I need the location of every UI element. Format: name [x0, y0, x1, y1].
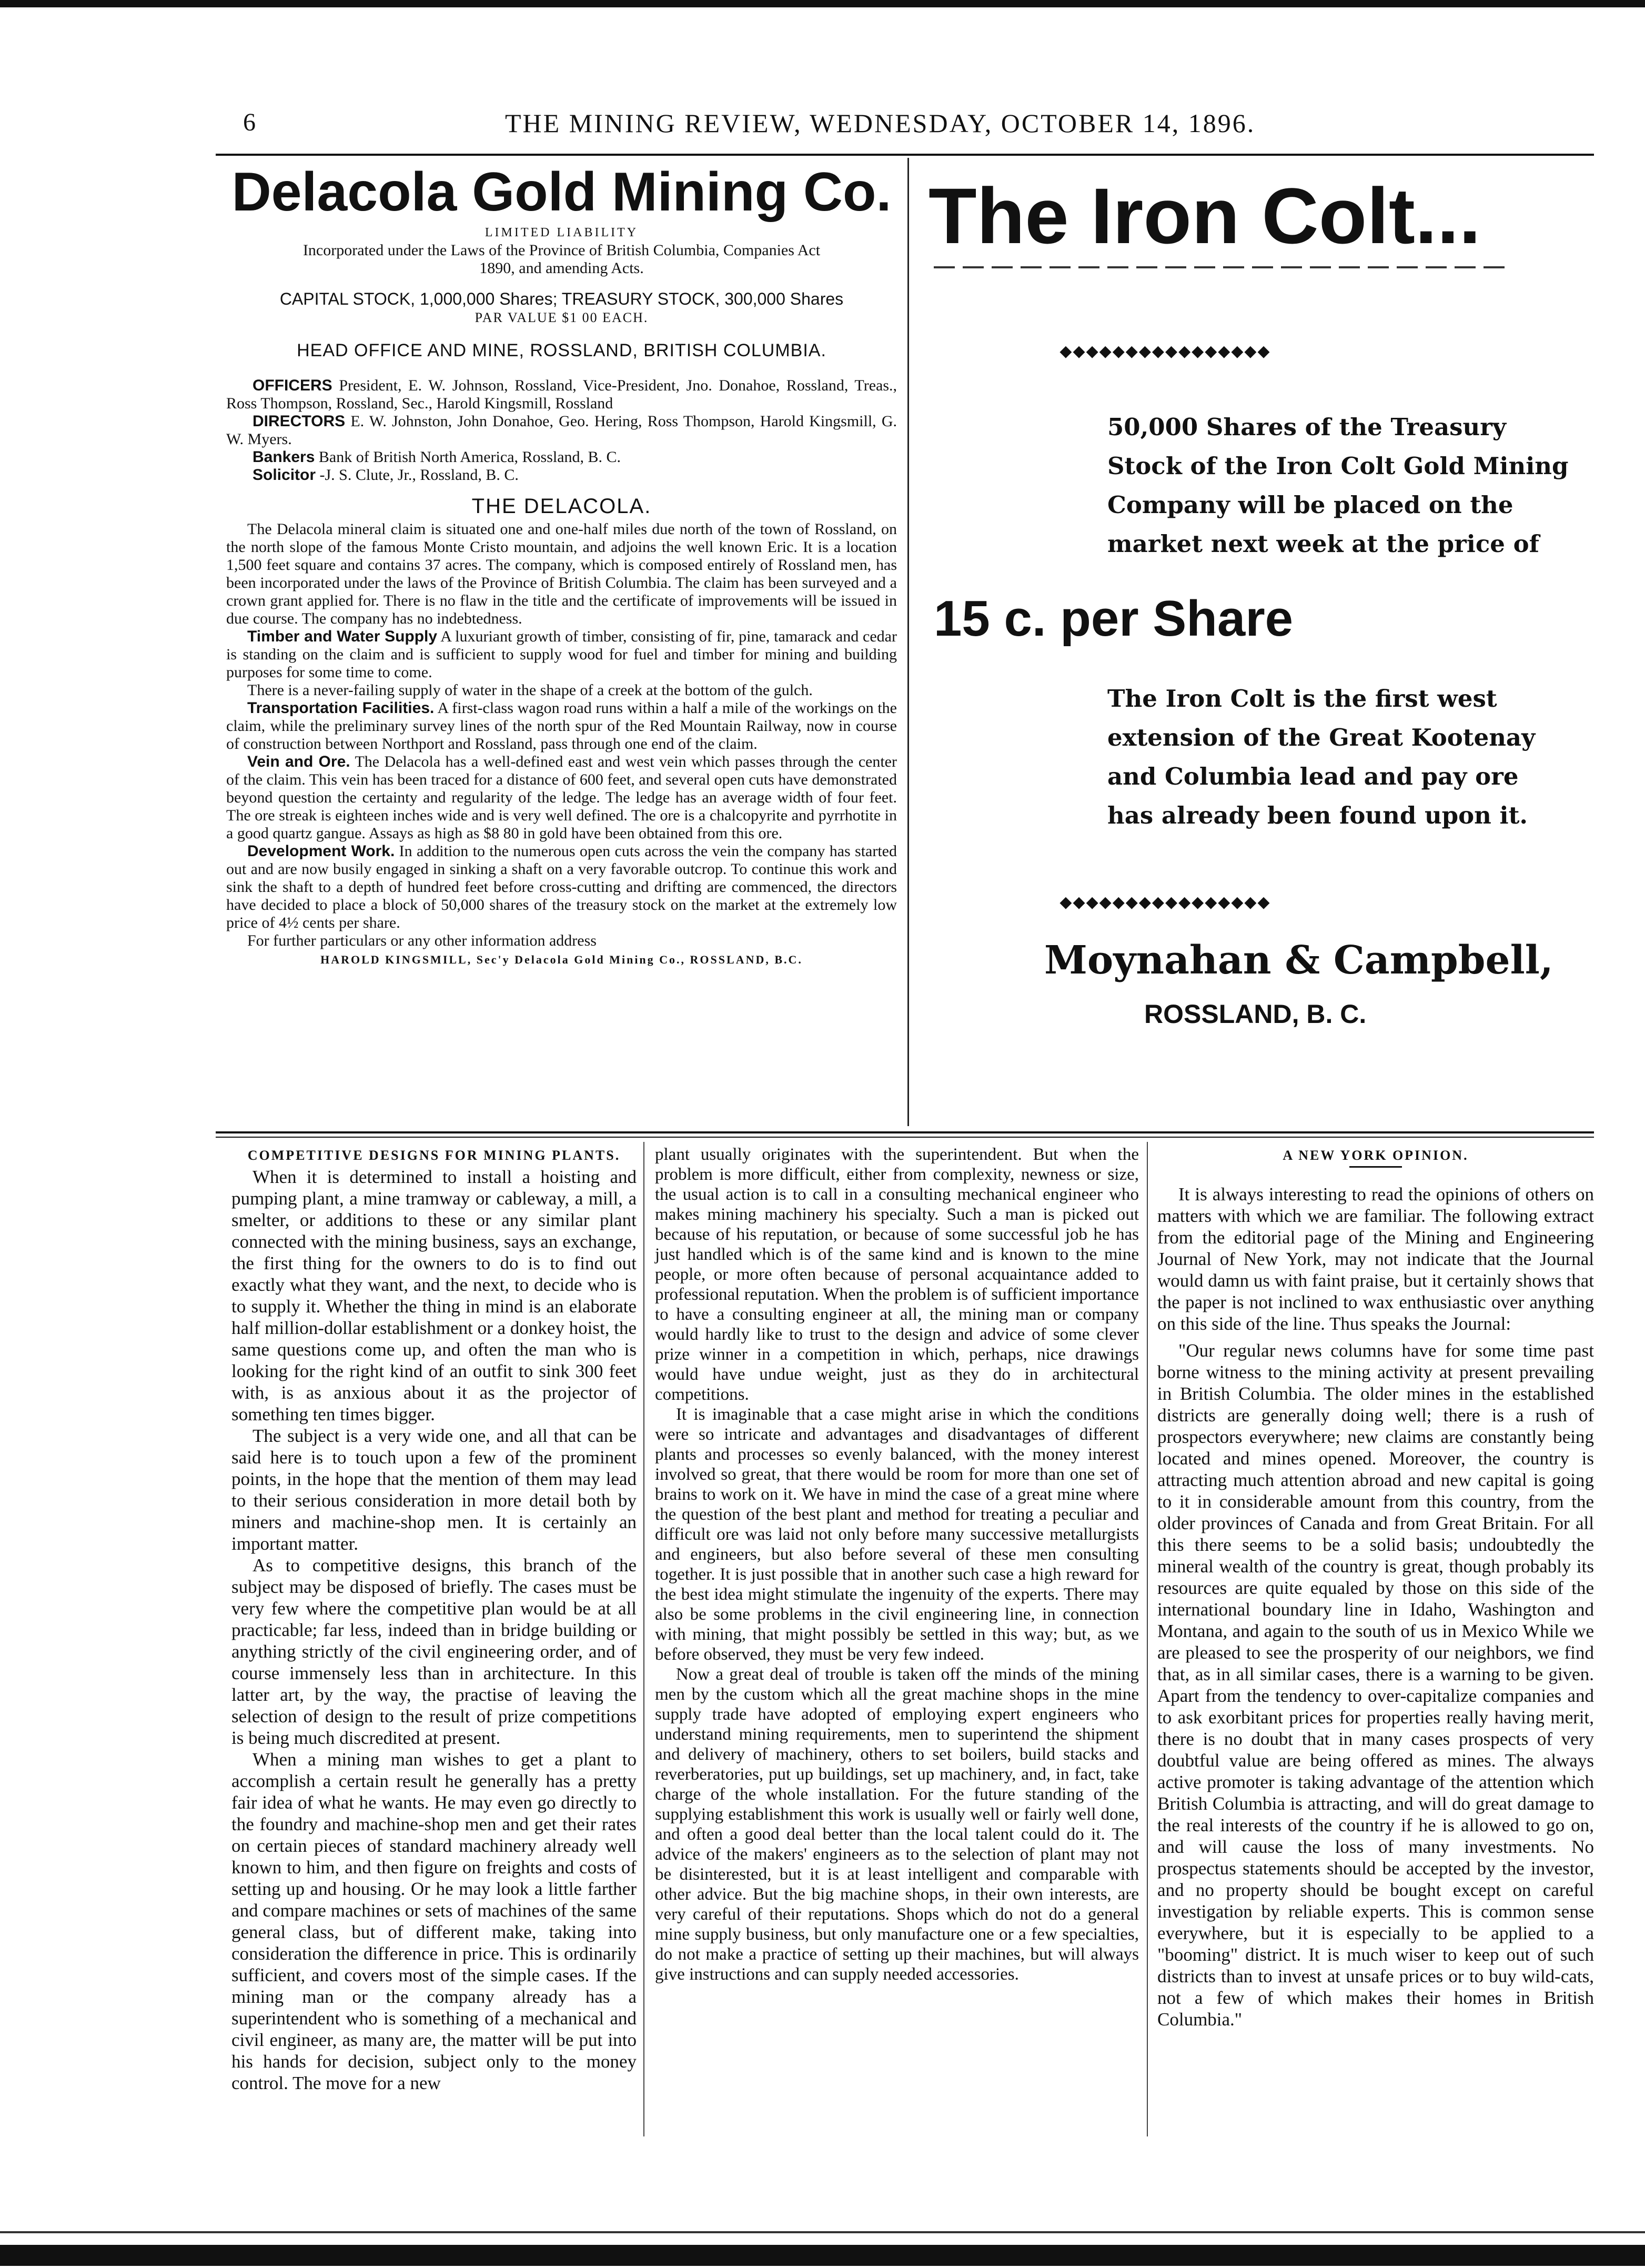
article-paragraph: plant usually originates with the superintendent. But when the problem is more difficult, either from complexity, newness or size, the usual action is to call in a consulting mechanical engineer who makes mining machinery his specialty. Such a man is picked out because of his reputation, or because of some successful job he has just handled which is of the same kind and is known to the mine people, or more often because of personal acquaintance added to professional reputation. When the problem is of sufficient importance to have a consulting engineer at all, the mining man or company would hardly like to trust to the design and advice of some clever prize winner in a competition in which, perhaps, nice drawings would have undue weight, just as they do in architectural competitions.	[655, 1145, 1139, 1404]
article-paragraph: When a mining man wishes to get a plant to accomplish a certain result he generally has a pretty fair idea of what he wants. He may even go directly to the foundry and machine-shop men and get their rates on certain pieces of standard machinery already well known to him, and then figure on freights and costs of setting up and housing. Or he may look a little farther and compare machines or sets of machines of the same general class, but of different make, taking into consideration the difference in price. This is ordinarily sufficient, and covers most of the simple cases. If the mining man or the company already has a superintendent who is something of a mechanical and civil engineer, as many are, the matter will be put into his hands for decision, subject only to the money control. The move for a new	[231, 1749, 637, 2093]
officers-text: President, E. W. Johnson, Rossland, Vice-President, Jno. Donahoe, Rossland, Treas., Ross Thompson, Rossland, Sec., Harold Kingsmill, Rossland	[226, 377, 897, 412]
delacola-intro: The Delacola mineral claim is situated one and one-half miles due north of the town of Rossland, on the north slope of the famous Monte Cristo mountain, and adjoins the well known Eric. It is a location 1,500 feet square and contains 37 acres. The company, which is composed entirely of Rossland men, has been incorporated under the laws of the Province of British Columbia. The claim has been surveyed and a crown grant applied for. There is no flaw in the title and the certificate of improvements will be issued in due course. The company has no indebtedness.	[226, 520, 897, 627]
masthead: THE MINING REVIEW, WEDNESDAY, OCTOBER 14, 1896.	[505, 108, 1256, 138]
section-rule-thin	[216, 1137, 1594, 1138]
capital-stock: CAPITAL STOCK, 1,000,000 Shares; TREASURY STOCK, 300,000 Shares	[279, 289, 844, 308]
article-paragraph: When it is determined to install a hoisting and pumping plant, a mine tramway or cableway, a mill, a smelter, or additions to these or any similar plant connected with the mining business, says an exchange, the first thing for the owners to do is to find out exactly what they want, and the next, to decide who is to supply it. Whether the thing in mind is an elaborate half million-dollar establishment or a donkey hoist, the same questions come up, and often the man who is looking for the right kind of an outfit to sink 300 feet with, is as anxious about it as the projector of something ten times bigger.	[231, 1167, 637, 1424]
delacola-ad	[226, 160, 897, 967]
officers-label: OFFICERS	[253, 377, 332, 394]
firm-city: ROSSLAND, B. C.	[1144, 999, 1367, 1029]
diamond-ornament-bottom: ◆◆◆◆◆◆◆◆◆◆◆◆◆◆◆◆	[1059, 894, 1271, 911]
bankers-label: Bankers	[253, 448, 315, 466]
column-divider-2	[1147, 1142, 1148, 2136]
iron-colt-ad	[923, 168, 1597, 1029]
delacola-title: Delacola Gold Mining Co.	[231, 162, 892, 223]
limited-liability: LIMITED LIABILITY	[485, 226, 639, 239]
heading-rule	[1349, 1166, 1402, 1168]
officers-block	[226, 377, 897, 484]
directors-text: E. W. Johnston, John Donahoe, Geo. Hering, Ross Thompson, Harold Kingsmill, G. W. Myers.	[226, 413, 897, 448]
directors-label: DIRECTORS	[253, 413, 346, 430]
article-competitive-designs	[231, 1145, 637, 2094]
article-paragraph: Now a great deal of trouble is taken off the minds of the mining men by the custom which all the great machine shops in the mine supply trade have adopted of employing expert engineers who understand mining requirements, men to superintend the shipment and delivery of machinery, others to set boilers, build stacks and reverberatories, put up buildings, set up machinery, and, in fact, take charge of the whole installation. For the future standing of the supplying establishment this work is usually well or fairly well done, and often a good deal better than the local talent could do it. The advice of the makers' engineers as to the selection of plant may not be disinterested, but it is at least intelligent and comparable with other advice. But the big machine shops, in their own interests, are very careful of their reputations. Shops which do not do a general mine supply business, but only manufacture one or a few specialties, do not make a practice of setting up their machines, but will always give instructions and can supply needed accessories.	[655, 1665, 1139, 1984]
article-new-york-opinion	[1157, 1145, 1594, 2030]
timber-text: A luxuriant growth of timber, consisting of fir, pine, tamarack and cedar is standing on the claim and is sufficient to supply wood for fuel and timber for mining and building purposes for some time to come.	[226, 628, 897, 681]
iron-colt-title: The Iron Colt...	[929, 172, 1481, 260]
section-rule	[216, 1131, 1594, 1133]
par-value: PAR VALUE $1 00 EACH.	[475, 310, 649, 325]
delacola-signature: HAROLD KINGSMILL, Sec'y Delacola Gold Mining Co., ROSSLAND, B.C.	[320, 953, 803, 966]
solicitor-text: -J. S. Clute, Jr., Rossland, B. C.	[319, 466, 519, 484]
article-continued	[655, 1145, 1139, 1984]
column-divider-1	[643, 1142, 644, 2136]
diamond-ornament-top: ◆◆◆◆◆◆◆◆◆◆◆◆◆◆◆◆	[1059, 343, 1271, 360]
page-number: 6	[243, 108, 256, 136]
further-info: For further particulars or any other information address	[247, 932, 597, 949]
firm-name: Moynahan & Campbell,	[1044, 938, 1553, 983]
development-label: Development Work.	[247, 842, 395, 860]
header-rule	[216, 154, 1594, 156]
footer-rule	[0, 2231, 1645, 2233]
delacola-section-title: THE DELACOLA.	[471, 495, 652, 518]
solicitor-label: Solicitor	[253, 466, 316, 484]
ad-divider	[907, 158, 909, 1126]
article-paragraph: It is always interesting to read the opinions of others on matters with which we are familiar. The following extract from the editorial page of the Mining and Engineering Journal of New York, may not indicate that the Journal would damn us with faint praise, but it certainly shows that the paper is not inclined to wax enthusiastic over anything on this side of the line. Thus speaks the Journal:	[1157, 1184, 1594, 1334]
title-underline	[934, 266, 1512, 268]
price-per-share: 15 c. per Share	[934, 590, 1294, 647]
bankers-text: Bank of British North America, Rossland, B. C.	[318, 448, 621, 466]
bottom-border	[0, 2245, 1645, 2266]
iron-colt-description: The Iron Colt is the first west extension of the Great Kootenay and Columbia lead and pay ore has already been found upon it.	[1107, 685, 1536, 829]
article-paragraph: The subject is a very wide one, and all that can be said here is to touch upon a few of the prominent points, in the hope that the mention of them may lead to their serious consideration in more detail both by miners and machine-shop men. It is certainly an important matter.	[231, 1426, 637, 1554]
incorporation-note: Incorporated under the Laws of the Province of British Columbia, Companies Act 1890, and amending Acts.	[302, 242, 821, 277]
top-border	[0, 0, 1645, 7]
head-office: HEAD OFFICE AND MINE, ROSSLAND, BRITISH COLUMBIA.	[297, 340, 826, 360]
timber-label: Timber and Water Supply	[247, 628, 438, 645]
vein-label: Vein and Ore.	[247, 753, 350, 770]
transport-label: Transportation Facilities.	[247, 699, 435, 717]
vein-text: The Delacola has a well-defined east and west vein which passes through the center of the claim. This vein has been traced for a distance of 600 feet, and several open cuts have demonstrated beyond question the certainty and regularity of the ledge. The ledge has an average width of four feet. The ore streak is eighteen inches wide and is very well defined. The ore is a chalcopyrite and pyrrhotite in a good quartz gangue. Assays as high as $8 80 in gold have been obtained from this ore.	[226, 753, 897, 842]
development-text: In addition to the numerous open cuts across the vein the company has started out and are now busily engaged in sinking a shaft on a very favorable outcrop. To continue this work and sink the shaft to a depth of hundred feet before cross-cutting and drifting are commenced, the directors have decided to place a block of 50,000 shares of the treasury stock on the market at the extremely low price of 4½ cents per share.	[226, 842, 897, 931]
article-paragraph: It is imaginable that a case might arise in which the conditions were so intricate and advantages and disadvantages of different plants and processes so evenly balanced, with the money interest involved so great, that there would be room for more than one set of brains to work on it. We have in mind the case of a great mine where the question of the best plant and method for treating a peculiar and difficult ore was laid not only before many successive metallurgists and engineers, but also before several of these men consulting together. It is just possible that in another such case a high reward for the best idea might stimulate the ingenuity of the experts. There may also be some problems in the civil engineering line, in connection with mining, that might possibly be settled in this way; but, as we before observed, they must be very few indeed.	[655, 1405, 1139, 1664]
article-heading: A NEW YORK OPINION.	[1283, 1148, 1469, 1163]
article-heading: COMPETITIVE DESIGNS FOR MINING PLANTS.	[247, 1148, 621, 1163]
offer-text: 50,000 Shares of the Treasury Stock of the Iron Colt Gold Mining Company will be placed on the market next week at the price of	[1107, 413, 1569, 558]
article-paragraph: As to competitive designs, this branch of the subject may be disposed of briefly. The cases must be very few where the competitive plan would be at all practicable; far less, indeed than in bridge building or anything strictly of the civil engineering order, and of course immensely less than in architecture. In this latter art, by the way, the practise of leaving the selection of design to the result of prize competitions is being much discredited at present.	[231, 1555, 637, 1748]
water-text: There is a never-failing supply of water in the shape of a creek at the bottom of the gulch.	[247, 681, 813, 699]
transport-text: A first-class wagon road runs within a half a mile of the workings on the claim, while the preliminary survey lines of the north spur of the Red Mountain Railway, now in course of construction between Northport and Rossland, pass through one end of the claim.	[226, 699, 897, 752]
article-paragraph: "Our regular news columns have for some time past borne witness to the mining activity at present prevailing in British Columbia. The older mines in the established districts are generally doing well; there is a rush of prospectors everywhere; new claims are constantly being located and mines opened. Moreover, the country is attracting much attention abroad and new capital is going to it in considerable amount from this country, from the older provinces of Canada and from Great Britain. For all this there seems to be a solid basis; undoubtedly the mineral wealth of the country is great, though probably its resources are quite equaled by those on this side of the international boundary line in Idaho, Washington and Montana, and again to the south of us in Mexico While we are pleased to see the prosperity of our neighbors, we find that, as in all similar cases, there is a warning to be given. Apart from the tendency to over-capitalize companies and to ask exorbitant prices for properties really having merit, there is no doubt that in many cases prospects of very doubtful value are being offered as mines. The always active promoter is taking advantage of the attention which British Columbia is attracting, and will do great damage to the real interests of the country if he is allowed to go on, and will cause the loss of many investments. No prospectus statements should be accepted by the investor, and no property should be bought except on careful investigation by reliable experts. This is common sense everywhere, but it is especially to be applied to a "booming" district. It is much wiser to keep out of such districts than to invest at unsafe prices or to buy wild-cats, not a few of which makes their homes in British Columbia."	[1157, 1340, 1594, 2030]
